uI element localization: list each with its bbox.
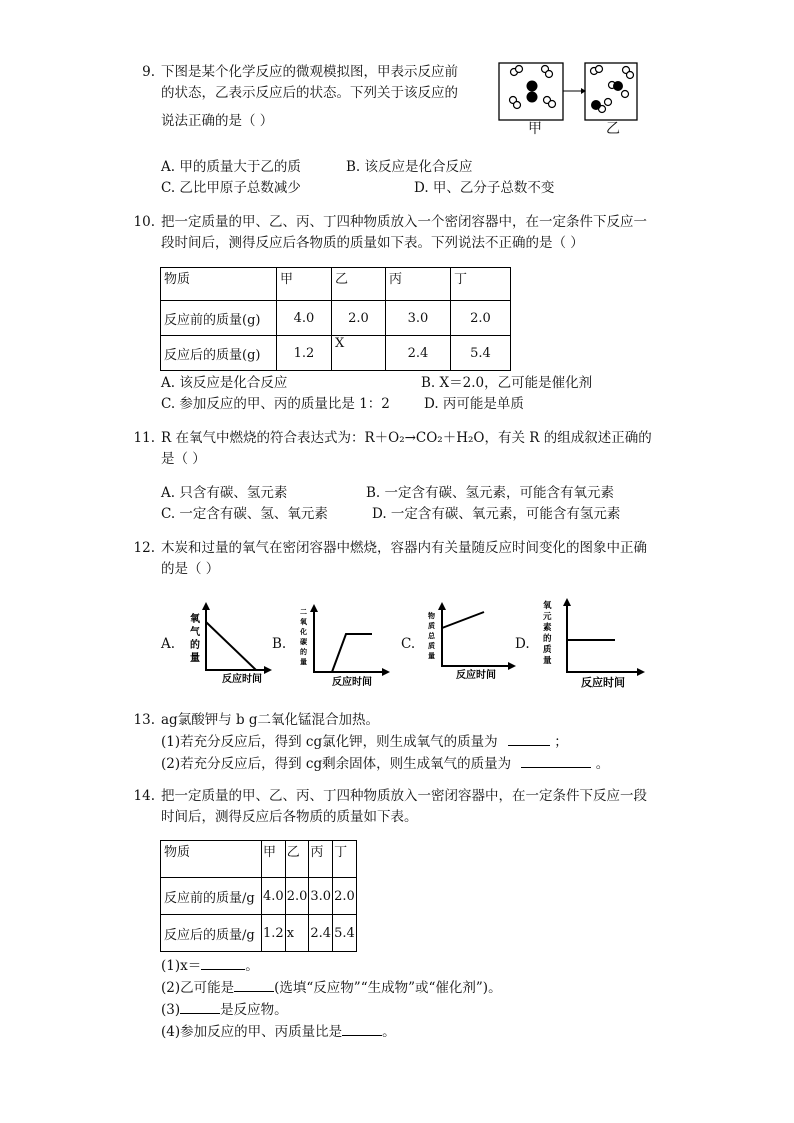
table-cell: 5.4 xyxy=(333,915,357,952)
option-c-label: C. xyxy=(401,636,416,652)
question-text: (2)若充分反应后，得到 cg剩余固体，则生成氧气的质量为 xyxy=(161,756,512,772)
axes xyxy=(314,608,386,672)
table-cell: 4.0 xyxy=(277,301,332,336)
table-row xyxy=(161,915,357,952)
option-b-label: B. xyxy=(272,636,287,652)
question-text: R 在氧气中燃烧的符合表达式为：R＋O₂→CO₂＋H₂O，有关 R 的组成叙述正确的 xyxy=(161,430,652,446)
y-label-char: 质 xyxy=(543,645,552,655)
x-label: 反应时间 xyxy=(456,670,496,681)
y-label-char: 量 xyxy=(190,653,200,664)
y-label-char: 气 xyxy=(190,627,200,638)
question-text: 是反应物。 xyxy=(220,1002,288,1018)
answer-blank[interactable] xyxy=(234,977,274,992)
table-cell: 反应后的质量(g) xyxy=(161,336,277,371)
answer-blank[interactable] xyxy=(508,731,550,746)
table-cell: 4.0 xyxy=(262,878,286,915)
question-10 xyxy=(133,212,647,254)
answer-blank[interactable] xyxy=(201,955,245,970)
before-box xyxy=(499,63,563,120)
question-text: (2)乙可能是 xyxy=(161,980,235,996)
table-cell: 1.2 xyxy=(262,915,286,952)
question-text: ag氯酸钾与 b g二氧化锰混合加热。 xyxy=(161,712,380,728)
question-9 xyxy=(133,62,458,132)
y-label-char: 的 xyxy=(300,648,307,656)
table-header: 丁 xyxy=(333,841,357,878)
y-label-char: 元 xyxy=(543,612,552,622)
option-a: A. 只含有碳、氢元素 xyxy=(161,485,288,501)
question-number: 10. xyxy=(133,214,155,230)
option-c: C. 乙比甲原子总数减少 xyxy=(161,180,301,196)
data-table-q10 xyxy=(160,267,511,371)
y-label-char: 质 xyxy=(428,642,435,650)
question-text: 。 xyxy=(382,1024,396,1040)
table-header: 丁 xyxy=(451,268,511,301)
option-d-label: D. xyxy=(515,636,530,652)
data-table-q14 xyxy=(160,840,357,952)
graph-c xyxy=(424,600,520,682)
question-14 xyxy=(133,786,647,828)
table-header: 甲 xyxy=(262,841,286,878)
table-row xyxy=(161,336,511,371)
question-text: 木炭和过量的氧气在密闭容器中燃烧，容器内有关量随反应时间变化的图象中正确 xyxy=(161,540,647,556)
question-number: 13. xyxy=(133,712,155,728)
y-label-char: 的 xyxy=(543,634,552,644)
table-row xyxy=(161,878,357,915)
question-text: (3) xyxy=(161,1002,181,1018)
question-text: 时间后，测得反应后各物质的质量如下表。 xyxy=(161,809,418,825)
question-text: 下图是某个化学反应的微观模拟图，甲表示反应前 xyxy=(161,64,458,80)
table-row xyxy=(161,301,511,336)
y-label-char: 素 xyxy=(543,623,552,633)
x-label: 反应时间 xyxy=(222,674,262,685)
question-text: 是（ ） xyxy=(161,451,206,467)
y-label-char: 量 xyxy=(428,652,435,660)
answer-blank[interactable] xyxy=(180,999,220,1014)
y-label-char: 碳 xyxy=(300,638,307,646)
table-cell: 反应前的质量/g xyxy=(161,878,262,915)
option-b: B. X＝2.0，乙可能是催化剂 xyxy=(421,375,593,391)
y-label-char: 氧 xyxy=(190,614,200,625)
axes xyxy=(206,606,268,670)
curve-line xyxy=(332,634,372,672)
table-cell: 2.4 xyxy=(386,336,451,371)
table-cell: 反应前的质量(g) xyxy=(161,301,277,336)
y-label-char: 化 xyxy=(300,628,307,636)
question-text: (选填“反应物”“生成物”或“催化剂”)。 xyxy=(274,980,502,996)
y-label-char: 质 xyxy=(428,622,435,630)
graph-d xyxy=(539,596,649,690)
table-cell: 2.0 xyxy=(285,878,309,915)
y-label-char: 氧 xyxy=(543,601,552,611)
question-text: 说法正确的是（ ） xyxy=(161,113,274,129)
question-text: (1)x＝ xyxy=(161,958,202,974)
question-number: 12. xyxy=(133,540,155,556)
question-text: (4)参加反应的甲、丙质量比是 xyxy=(161,1024,343,1040)
option-b: B. 该反应是化合反应 xyxy=(346,159,473,175)
question-text: 。 xyxy=(595,756,610,772)
option-a: A. 该反应是化合反应 xyxy=(161,375,288,391)
table-cell: 1.2 xyxy=(277,336,332,371)
table-cell: 3.0 xyxy=(309,878,333,915)
table-cell: 2.0 xyxy=(451,301,511,336)
graph-a xyxy=(186,600,276,686)
x-label: 反应时间 xyxy=(332,677,372,688)
option-d: D. 丙可能是单质 xyxy=(424,396,524,412)
table-cell: 2.4 xyxy=(309,915,333,952)
table-header: 乙 xyxy=(285,841,309,878)
question-text: 的是（ ） xyxy=(161,561,220,577)
table-header: 乙 xyxy=(332,268,386,301)
option-c: C. 一定含有碳、氢、氧元素 xyxy=(161,506,328,522)
question-text: 段时间后，测得反应后各物质的质量如下表。下列说法不正确的是（ ） xyxy=(161,235,584,251)
table-cell: 2.0 xyxy=(333,878,357,915)
option-c: C. 参加反应的甲、丙的质量比是 1：2 xyxy=(161,396,390,412)
graph-b xyxy=(296,602,396,690)
sub-question-1 xyxy=(161,955,502,1043)
question-text: ； xyxy=(554,734,568,750)
y-label-char: 物 xyxy=(428,612,435,620)
option-a-label: A. xyxy=(161,636,176,652)
table-header: 丙 xyxy=(309,841,333,878)
y-label-char: 的 xyxy=(190,640,200,651)
table-header: 甲 xyxy=(277,268,332,301)
table-row xyxy=(161,268,511,301)
y-label-char: 量 xyxy=(543,656,552,666)
option-d: D. 甲、乙分子总数不变 xyxy=(414,180,555,196)
y-label-char: 氧 xyxy=(300,618,307,626)
question-12 xyxy=(133,538,647,580)
question-text: 。 xyxy=(245,958,259,974)
y-label-char: 总 xyxy=(428,632,435,640)
curve-line xyxy=(206,622,256,670)
y-label-char: 量 xyxy=(300,658,307,666)
molecule-diagram xyxy=(497,58,647,138)
question-number: 9. xyxy=(142,64,155,80)
answer-blank[interactable] xyxy=(521,753,591,768)
question-number: 11. xyxy=(133,430,155,446)
x-label: 反应时间 xyxy=(581,676,625,689)
table-header: 物质 xyxy=(161,841,262,878)
y-label-char: 二 xyxy=(300,608,307,616)
table-cell: 2.0 xyxy=(332,301,386,336)
question-13 xyxy=(133,710,609,775)
table-cell: X xyxy=(332,336,386,371)
table-cell: 5.4 xyxy=(451,336,511,371)
question-text: (1)若充分反应后，得到 cg氯化钾，则生成氧气的质量为 xyxy=(161,734,498,750)
table-header: 物质 xyxy=(161,268,277,301)
table-row xyxy=(161,841,357,878)
question-text: 的状态，乙表示反应后的状态。下列关于该反应的 xyxy=(161,85,458,101)
question-text: 把一定质量的甲、乙、丙、丁四种物质放入一个密闭容器中，在一定条件下反应一 xyxy=(161,214,647,230)
option-d: D. 一定含有碳、氧元素，可能含有氢元素 xyxy=(372,506,621,522)
question-text: 把一定质量的甲、乙、丙、丁四种物质放入一密闭容器中，在一定条件下反应一段 xyxy=(161,788,647,804)
curve-line xyxy=(442,612,484,628)
answer-blank[interactable] xyxy=(342,1021,382,1036)
table-cell: 反应后的质量/g xyxy=(161,915,262,952)
table-header: 丙 xyxy=(386,268,451,301)
table-cell: 3.0 xyxy=(386,301,451,336)
option-b: B. 一定含有碳、氢元素，可能含有氧元素 xyxy=(366,485,615,501)
axes xyxy=(567,602,641,672)
label-jia: 甲 xyxy=(528,121,542,137)
question-11 xyxy=(133,428,652,470)
option-a: A. 甲的质量大于乙的质 xyxy=(161,159,301,175)
label-yi: 乙 xyxy=(606,121,620,137)
table-cell: x xyxy=(285,915,309,952)
question-number: 14. xyxy=(133,788,155,804)
